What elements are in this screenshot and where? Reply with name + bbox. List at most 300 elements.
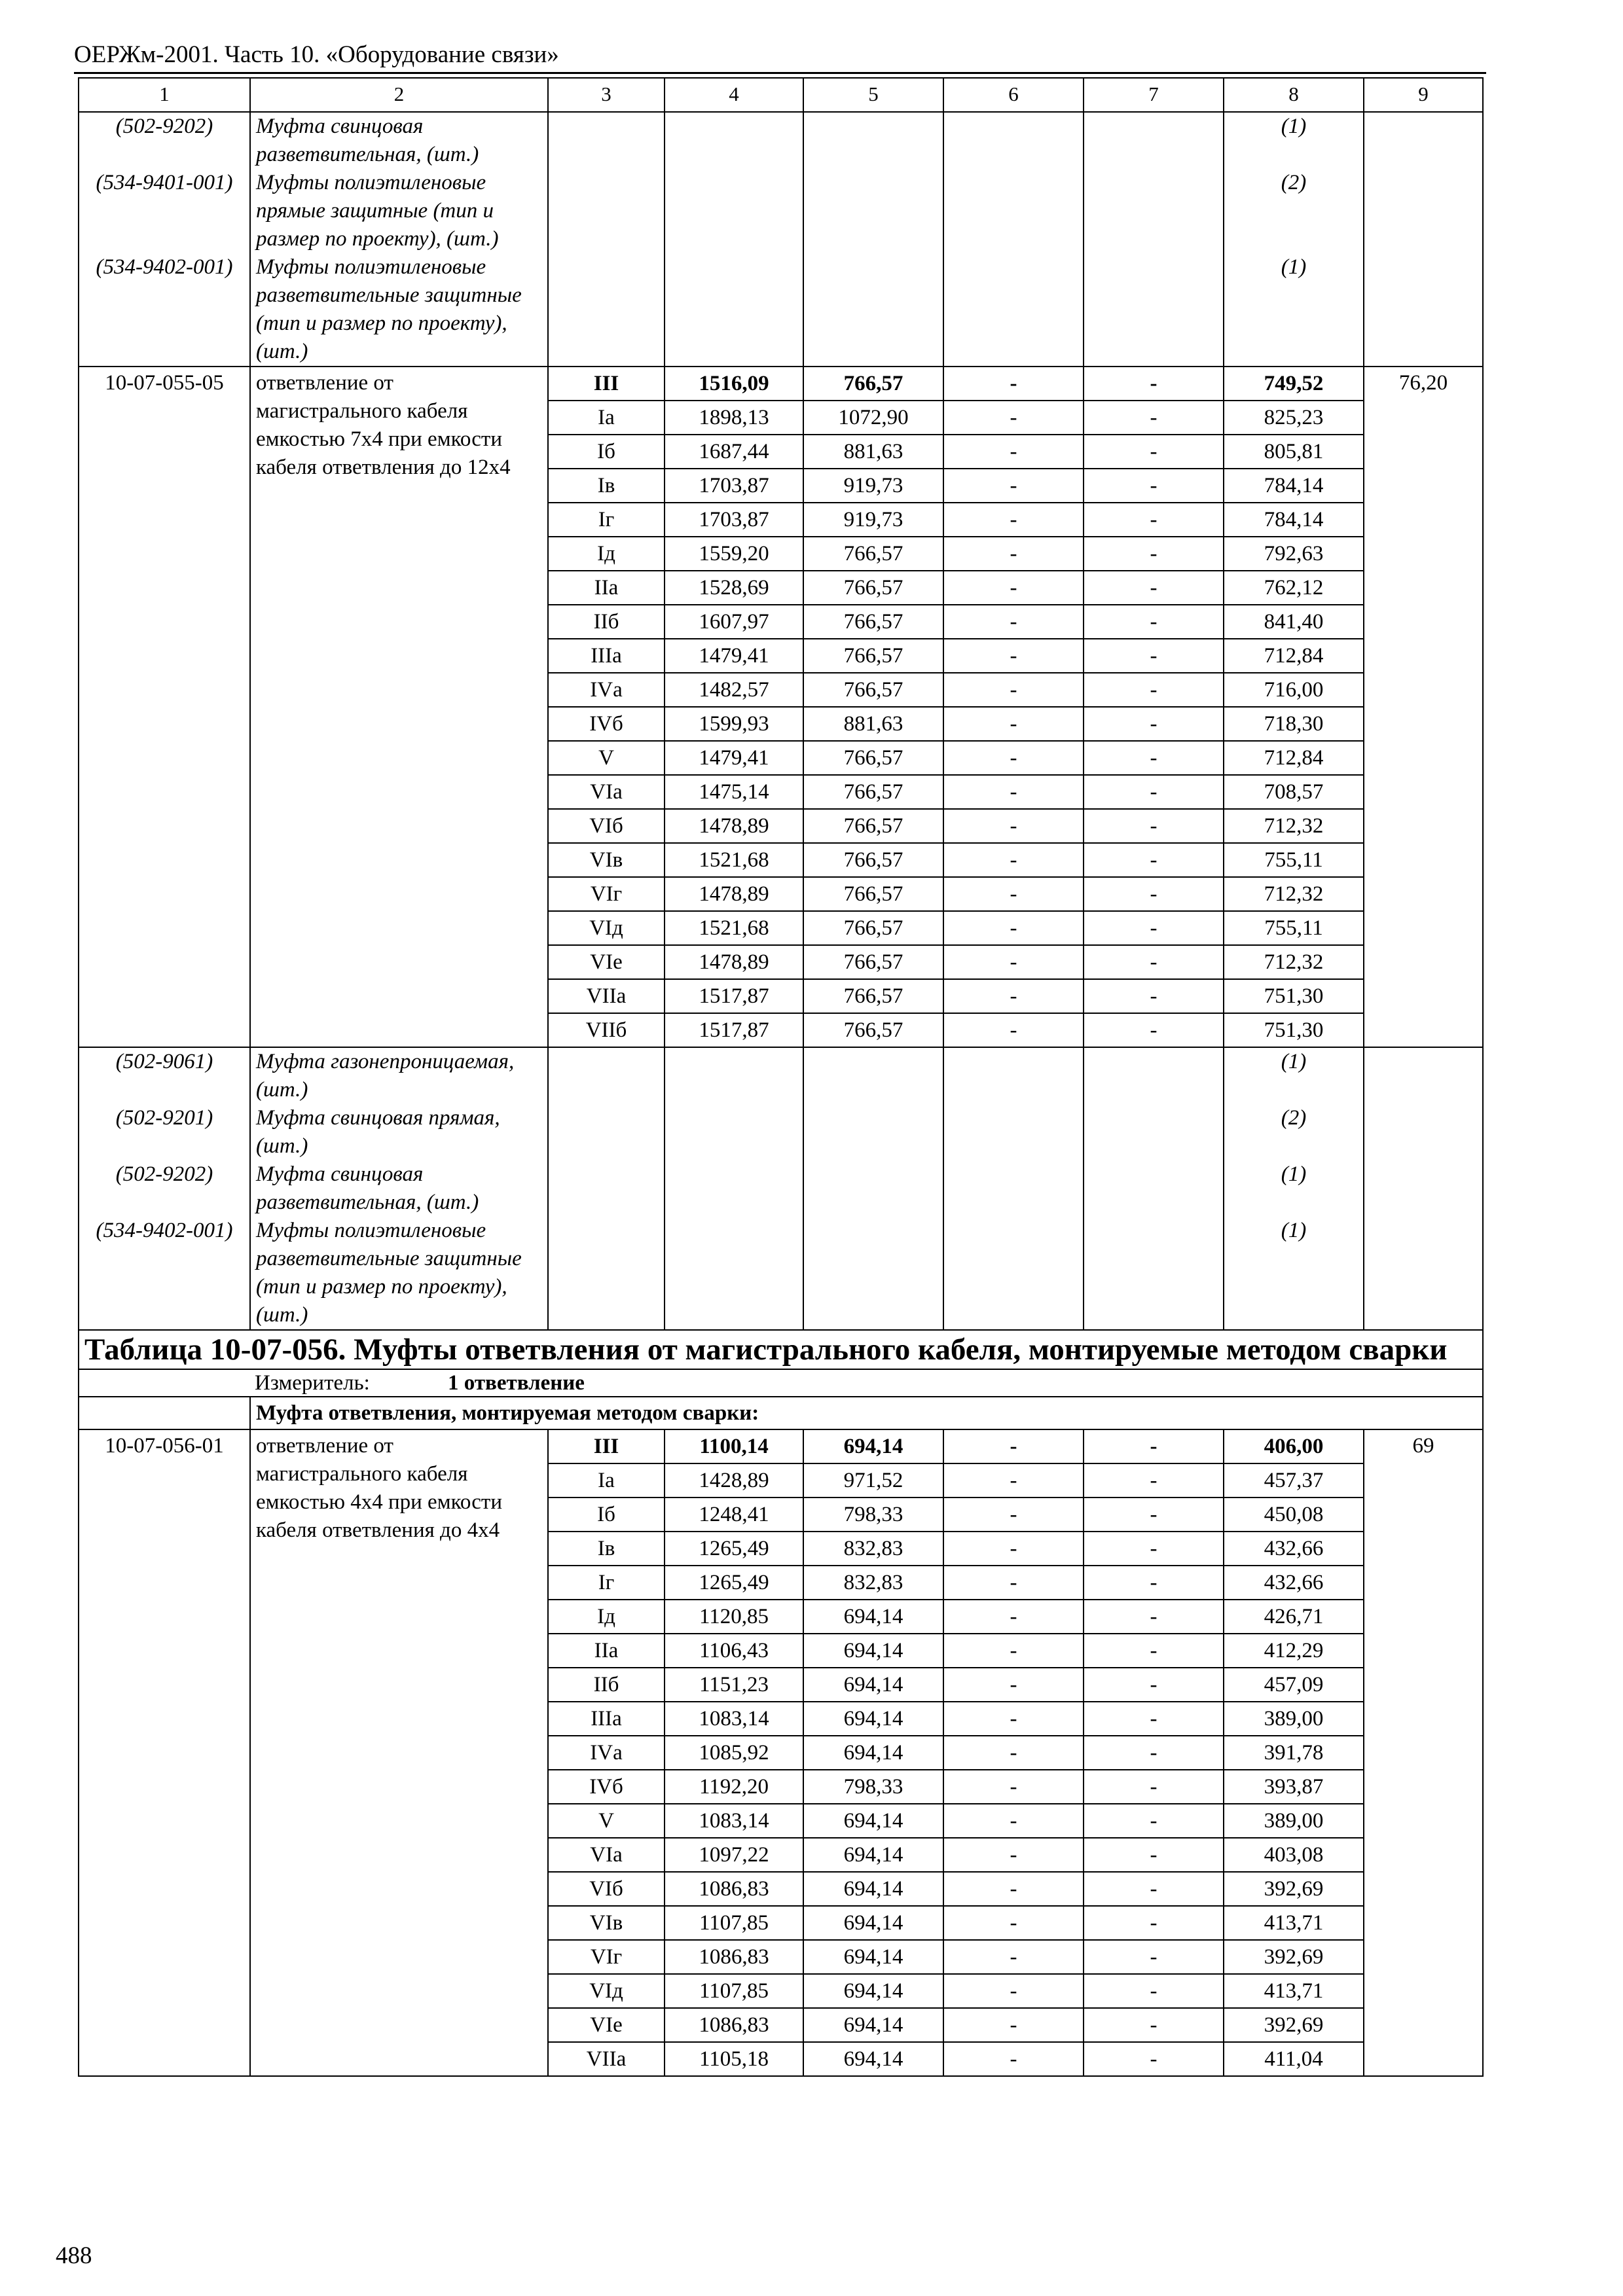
col4-cell: 1265,49 (665, 1532, 803, 1566)
col7-cell: - (1084, 1498, 1224, 1532)
col5-cell: 766,57 (803, 877, 943, 911)
col8-cell: 393,87 (1224, 1770, 1364, 1804)
empty-cell (943, 253, 1084, 367)
col6-cell: - (943, 1600, 1084, 1634)
zone-cell: III (548, 1429, 665, 1463)
col5-cell: 694,14 (803, 1634, 943, 1668)
col5-cell: 694,14 (803, 1974, 943, 2008)
col6-cell: - (943, 639, 1084, 673)
table-title: Таблица 10-07-056. Муфты ответвления от магистрального кабеля, монтируемые методом сварки (79, 1330, 1483, 1369)
zone-cell: IVб (548, 707, 665, 741)
zone-cell: Iв (548, 469, 665, 503)
col4-cell: 1559,20 (665, 537, 803, 571)
col5-cell: 798,33 (803, 1498, 943, 1532)
col8-cell: 712,84 (1224, 639, 1364, 673)
material-row (79, 1104, 1483, 1160)
col5-cell: 971,52 (803, 1463, 943, 1498)
material-code: (502-9061) (79, 1047, 250, 1104)
col6-cell: - (943, 741, 1084, 775)
col5-cell: 766,57 (803, 741, 943, 775)
col5-cell: 766,57 (803, 979, 943, 1013)
rate-row (79, 367, 1483, 401)
col5-cell: 694,14 (803, 1702, 943, 1736)
column-number: 5 (803, 78, 943, 112)
col4-cell: 1106,43 (665, 1634, 803, 1668)
zone-cell: IVа (548, 673, 665, 707)
empty-cell (1084, 169, 1224, 253)
col6-cell: - (943, 469, 1084, 503)
col8-cell: 825,23 (1224, 401, 1364, 435)
col6-cell: - (943, 945, 1084, 979)
col8-cell: 712,84 (1224, 741, 1364, 775)
col7-cell: - (1084, 809, 1224, 843)
empty-cell (548, 1047, 665, 1104)
zone-cell: IIа (548, 571, 665, 605)
col5-cell: 832,83 (803, 1532, 943, 1566)
col7-cell: - (1084, 537, 1224, 571)
col4-cell: 1097,22 (665, 1838, 803, 1872)
col8-cell: 412,29 (1224, 1634, 1364, 1668)
col7-cell: - (1084, 435, 1224, 469)
rate-description: ответвление от магистрального кабеля емкостью 7х4 при емкости кабеля ответвления до 12х4 (250, 367, 548, 1047)
col6-cell: - (943, 2008, 1084, 2042)
col5-cell: 766,57 (803, 367, 943, 401)
col5-cell: 694,14 (803, 2008, 943, 2042)
zone-cell: VIа (548, 1838, 665, 1872)
col6-cell: - (943, 537, 1084, 571)
zone-cell: IIIа (548, 1702, 665, 1736)
col7-cell: - (1084, 877, 1224, 911)
col5-cell: 766,57 (803, 945, 943, 979)
col6-cell: - (943, 2042, 1084, 2076)
col7-cell: - (1084, 1804, 1224, 1838)
material-code: (502-9201) (79, 1104, 250, 1160)
section-heading-row (79, 1397, 1483, 1429)
col6-cell: - (943, 843, 1084, 877)
empty-cell (1364, 169, 1483, 253)
material-quantity: (2) (1224, 1104, 1364, 1160)
col7-cell: - (1084, 1702, 1224, 1736)
material-quantity: (2) (1224, 169, 1364, 253)
col7-cell: - (1084, 639, 1224, 673)
col5-cell: 881,63 (803, 707, 943, 741)
col7-cell: - (1084, 1566, 1224, 1600)
col5-cell: 694,14 (803, 1940, 943, 1974)
material-quantity: (1) (1224, 1217, 1364, 1330)
empty-cell (665, 1160, 803, 1217)
col4-cell: 1475,14 (665, 775, 803, 809)
empty-cell (665, 112, 803, 169)
zone-cell: VIб (548, 809, 665, 843)
col5-cell: 766,57 (803, 605, 943, 639)
col5-cell: 832,83 (803, 1566, 943, 1600)
col8-cell: 751,30 (1224, 979, 1364, 1013)
col4-cell: 1120,85 (665, 1600, 803, 1634)
material-name: Муфта свинцовая разветвительная, (шт.) (250, 112, 548, 169)
col4-cell: 1478,89 (665, 945, 803, 979)
zone-cell: VIа (548, 775, 665, 809)
col7-cell: - (1084, 979, 1224, 1013)
material-code: (502-9202) (79, 1160, 250, 1217)
col4-cell: 1703,87 (665, 469, 803, 503)
empty-cell (1084, 253, 1224, 367)
col5-cell: 694,14 (803, 1804, 943, 1838)
col8-cell: 784,14 (1224, 469, 1364, 503)
zone-cell: Iа (548, 1463, 665, 1498)
col6-cell: - (943, 1702, 1084, 1736)
empty-cell (1084, 1047, 1224, 1104)
empty-cell (665, 169, 803, 253)
col7-cell: - (1084, 1668, 1224, 1702)
empty-cell (548, 169, 665, 253)
col8-cell: 457,09 (1224, 1668, 1364, 1702)
col6-cell: - (943, 1463, 1084, 1498)
col7-cell: - (1084, 911, 1224, 945)
empty-cell (548, 1217, 665, 1330)
col4-cell: 1516,09 (665, 367, 803, 401)
zone-cell: VIв (548, 1906, 665, 1940)
col8-cell: 784,14 (1224, 503, 1364, 537)
col7-cell: - (1084, 401, 1224, 435)
page-header-title: ОЕРЖм-2001. Часть 10. «Оборудование связи» (74, 41, 559, 68)
col8-cell: 406,00 (1224, 1429, 1364, 1463)
col6-cell: - (943, 1940, 1084, 1974)
empty-cell (1364, 1160, 1483, 1217)
col5-cell: 881,63 (803, 435, 943, 469)
header-rule (74, 72, 1486, 74)
table-title-row (79, 1330, 1483, 1369)
col6-cell: - (943, 1906, 1084, 1940)
col7-cell: - (1084, 1600, 1224, 1634)
col5-cell: 766,57 (803, 843, 943, 877)
empty-cell (803, 169, 943, 253)
col7-cell: - (1084, 2042, 1224, 2076)
empty-cell (943, 1104, 1084, 1160)
col5-cell: 694,14 (803, 1429, 943, 1463)
column-number-row (79, 78, 1483, 112)
col5-cell: 766,57 (803, 775, 943, 809)
col6-cell: - (943, 979, 1084, 1013)
zone-cell: Iа (548, 401, 665, 435)
col6-cell: - (943, 1498, 1084, 1532)
col6-cell: - (943, 707, 1084, 741)
material-row (79, 253, 1483, 367)
col8-cell: 749,52 (1224, 367, 1364, 401)
material-quantity: (1) (1224, 253, 1364, 367)
col4-cell: 1083,14 (665, 1804, 803, 1838)
col6-cell: - (943, 367, 1084, 401)
zone-cell: VIг (548, 877, 665, 911)
col7-cell: - (1084, 1838, 1224, 1872)
col7-cell: - (1084, 1940, 1224, 1974)
material-row (79, 112, 1483, 169)
col6-cell: - (943, 1429, 1084, 1463)
empty-cell (1364, 112, 1483, 169)
material-name: Муфты полиэтиленовые прямые защитные (тип и размер по проекту), (шт.) (250, 169, 548, 253)
column-number: 2 (250, 78, 548, 112)
col8-cell: 392,69 (1224, 1872, 1364, 1906)
zone-cell: IVа (548, 1736, 665, 1770)
col8-cell: 413,71 (1224, 1906, 1364, 1940)
col6-cell: - (943, 503, 1084, 537)
empty-cell (803, 1104, 943, 1160)
empty-cell (548, 1160, 665, 1217)
col6-cell: - (943, 401, 1084, 435)
col5-cell: 766,57 (803, 639, 943, 673)
col7-cell: - (1084, 605, 1224, 639)
meter-value: 1 ответвление (448, 1371, 585, 1395)
material-row (79, 1047, 1483, 1104)
col4-cell: 1479,41 (665, 639, 803, 673)
col5-cell: 766,57 (803, 1013, 943, 1047)
empty-cell (548, 112, 665, 169)
zone-cell: VIг (548, 1940, 665, 1974)
col4-cell: 1479,41 (665, 741, 803, 775)
col6-cell: - (943, 1668, 1084, 1702)
col8-cell: 841,40 (1224, 605, 1364, 639)
col4-cell: 1086,83 (665, 1872, 803, 1906)
col4-cell: 1703,87 (665, 503, 803, 537)
zone-cell: VIд (548, 1974, 665, 2008)
col6-cell: - (943, 1872, 1084, 1906)
col5-cell: 766,57 (803, 673, 943, 707)
col6-cell: - (943, 1013, 1084, 1047)
col4-cell: 1478,89 (665, 809, 803, 843)
zone-cell: Iд (548, 537, 665, 571)
col7-cell: - (1084, 1906, 1224, 1940)
col8-cell: 708,57 (1224, 775, 1364, 809)
col6-cell: - (943, 673, 1084, 707)
col7-cell: - (1084, 469, 1224, 503)
material-code: (534-9402-001) (79, 1217, 250, 1330)
empty-cell (1364, 1217, 1483, 1330)
col4-cell: 1086,83 (665, 1940, 803, 1974)
col8-cell: 411,04 (1224, 2042, 1364, 2076)
empty-cell (665, 1104, 803, 1160)
col7-cell: - (1084, 1770, 1224, 1804)
col8-cell: 716,00 (1224, 673, 1364, 707)
col5-cell: 919,73 (803, 469, 943, 503)
col4-cell: 1248,41 (665, 1498, 803, 1532)
col4-cell: 1607,97 (665, 605, 803, 639)
col8-cell: 450,08 (1224, 1498, 1364, 1532)
empty-cell (665, 1047, 803, 1104)
col8-cell: 751,30 (1224, 1013, 1364, 1047)
col4-cell: 1599,93 (665, 707, 803, 741)
col7-cell: - (1084, 1872, 1224, 1906)
col7-cell: - (1084, 571, 1224, 605)
empty-cell (803, 1047, 943, 1104)
zone-cell: IIа (548, 1634, 665, 1668)
col4-cell: 1521,68 (665, 911, 803, 945)
empty-cell (1364, 1047, 1483, 1104)
col6-cell: - (943, 877, 1084, 911)
col6-cell: - (943, 1974, 1084, 2008)
material-code: (502-9202) (79, 112, 250, 169)
col6-cell: - (943, 1838, 1084, 1872)
material-row (79, 1160, 1483, 1217)
col4-cell: 1105,18 (665, 2042, 803, 2076)
empty-cell (803, 1217, 943, 1330)
meter-cell (79, 1369, 1483, 1397)
zone-cell: IIIа (548, 639, 665, 673)
col6-cell: - (943, 911, 1084, 945)
zone-cell: VIе (548, 945, 665, 979)
col7-cell: - (1084, 1974, 1224, 2008)
col7-cell: - (1084, 1736, 1224, 1770)
col6-cell: - (943, 775, 1084, 809)
material-name: Муфта газонепроницаемая, (шт.) (250, 1047, 548, 1104)
col4-cell: 1192,20 (665, 1770, 803, 1804)
zone-cell: VIб (548, 1872, 665, 1906)
col4-cell: 1478,89 (665, 877, 803, 911)
col8-cell: 712,32 (1224, 945, 1364, 979)
col5-cell: 694,14 (803, 1872, 943, 1906)
col4-cell: 1687,44 (665, 435, 803, 469)
col5-cell: 919,73 (803, 503, 943, 537)
rate-row (79, 1429, 1483, 1463)
col4-cell: 1898,13 (665, 401, 803, 435)
col4-cell: 1521,68 (665, 843, 803, 877)
material-quantity: (1) (1224, 1047, 1364, 1104)
empty-cell (665, 1217, 803, 1330)
empty-cell (803, 253, 943, 367)
column-number: 7 (1084, 78, 1224, 112)
zone-cell: VIв (548, 843, 665, 877)
col7-cell: - (1084, 775, 1224, 809)
material-quantity: (1) (1224, 1160, 1364, 1217)
empty-cell (548, 1104, 665, 1160)
empty-cell (803, 112, 943, 169)
rate-description: ответвление от магистрального кабеля емкостью 4х4 при емкости кабеля ответвления до 4х4 (250, 1429, 548, 2076)
empty-cell (943, 112, 1084, 169)
col4-cell: 1100,14 (665, 1429, 803, 1463)
zone-cell: IVб (548, 1770, 665, 1804)
col8-cell: 426,71 (1224, 1600, 1364, 1634)
column-number: 6 (943, 78, 1084, 112)
col4-cell: 1151,23 (665, 1668, 803, 1702)
col5-cell: 694,14 (803, 2042, 943, 2076)
empty-cell (1084, 1160, 1224, 1217)
rates-table (78, 77, 1484, 2077)
empty-cell (1364, 1104, 1483, 1160)
zone-cell: Iг (548, 503, 665, 537)
col4-cell: 1107,85 (665, 1906, 803, 1940)
empty-cell (803, 1160, 943, 1217)
col7-cell: - (1084, 2008, 1224, 2042)
material-name: Муфты полиэтиленовые разветвительные защитные (тип и размер по проекту), (шт.) (250, 253, 548, 367)
col4-cell: 1083,14 (665, 1702, 803, 1736)
empty-cell (79, 1397, 250, 1429)
col4-cell: 1086,83 (665, 2008, 803, 2042)
col7-cell: - (1084, 741, 1224, 775)
col8-cell: 792,63 (1224, 537, 1364, 571)
material-row (79, 169, 1483, 253)
col5-cell: 694,14 (803, 1668, 943, 1702)
page-number: 488 (56, 2242, 92, 2269)
col4-cell: 1482,57 (665, 673, 803, 707)
zone-cell: VIд (548, 911, 665, 945)
empty-cell (943, 1160, 1084, 1217)
col8-cell: 718,30 (1224, 707, 1364, 741)
col7-cell: - (1084, 1013, 1224, 1047)
col6-cell: - (943, 1566, 1084, 1600)
col8-cell: 389,00 (1224, 1804, 1364, 1838)
col7-cell: - (1084, 367, 1224, 401)
empty-cell (1364, 253, 1483, 367)
zone-cell: V (548, 741, 665, 775)
col8-cell: 389,00 (1224, 1702, 1364, 1736)
column-number: 8 (1224, 78, 1364, 112)
empty-cell (943, 1217, 1084, 1330)
col6-cell: - (943, 1736, 1084, 1770)
col5-cell: 766,57 (803, 809, 943, 843)
material-name: Муфта свинцовая разветвительная, (шт.) (250, 1160, 548, 1217)
material-code: (534-9401-001) (79, 169, 250, 253)
column-number: 4 (665, 78, 803, 112)
col6-cell: - (943, 1770, 1084, 1804)
col7-cell: - (1084, 1463, 1224, 1498)
zone-cell: VIе (548, 2008, 665, 2042)
col7-cell: - (1084, 945, 1224, 979)
zone-cell: Iд (548, 1600, 665, 1634)
rate-code: 10-07-056-01 (79, 1429, 250, 2076)
material-quantity: (1) (1224, 112, 1364, 169)
col7-cell: - (1084, 1532, 1224, 1566)
col6-cell: - (943, 571, 1084, 605)
col8-cell: 403,08 (1224, 1838, 1364, 1872)
zone-cell: V (548, 1804, 665, 1838)
zone-cell: VIIа (548, 2042, 665, 2076)
material-name: Муфты полиэтиленовые разветвительные защитные (тип и размер по проекту), (шт.) (250, 1217, 548, 1330)
material-code: (534-9402-001) (79, 253, 250, 367)
col7-cell: - (1084, 503, 1224, 537)
col8-cell: 457,37 (1224, 1463, 1364, 1498)
col8-cell: 392,69 (1224, 2008, 1364, 2042)
col4-cell: 1428,89 (665, 1463, 803, 1498)
col8-cell: 712,32 (1224, 809, 1364, 843)
empty-cell (943, 1047, 1084, 1104)
col6-cell: - (943, 605, 1084, 639)
zone-cell: Iб (548, 435, 665, 469)
section-heading: Муфта ответвления, монтируемая методом сварки: (250, 1397, 1483, 1429)
col7-cell: - (1084, 1429, 1224, 1463)
col4-cell: 1528,69 (665, 571, 803, 605)
column-number: 9 (1364, 78, 1483, 112)
col9-cell: 69 (1364, 1429, 1483, 2076)
zone-cell: VIIб (548, 1013, 665, 1047)
col8-cell: 432,66 (1224, 1532, 1364, 1566)
col8-cell: 755,11 (1224, 843, 1364, 877)
col6-cell: - (943, 1532, 1084, 1566)
empty-cell (1084, 1217, 1224, 1330)
empty-cell (1084, 1104, 1224, 1160)
column-number: 1 (79, 78, 250, 112)
col5-cell: 694,14 (803, 1736, 943, 1770)
col4-cell: 1517,87 (665, 979, 803, 1013)
col7-cell: - (1084, 707, 1224, 741)
col4-cell: 1085,92 (665, 1736, 803, 1770)
col8-cell: 755,11 (1224, 911, 1364, 945)
col6-cell: - (943, 809, 1084, 843)
col4-cell: 1107,85 (665, 1974, 803, 2008)
col5-cell: 798,33 (803, 1770, 943, 1804)
zone-cell: Iг (548, 1566, 665, 1600)
col9-cell: 76,20 (1364, 367, 1483, 1047)
col7-cell: - (1084, 673, 1224, 707)
zone-cell: VIIа (548, 979, 665, 1013)
col5-cell: 766,57 (803, 911, 943, 945)
